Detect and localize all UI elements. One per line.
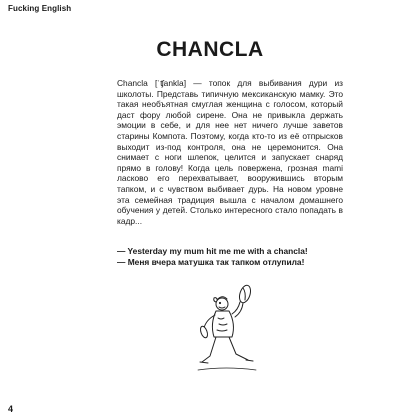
mother-with-slipper-illustration — [196, 282, 260, 374]
dialogue-line-russian: — Меня вчера матушка так тапком отлупила! — [117, 257, 305, 267]
dialogue-line-english: — Yesterday my mum hit me me with a chancla! — [117, 246, 308, 256]
running-head: Fucking English — [8, 4, 72, 13]
page-title: CHANCLA — [156, 38, 264, 61]
page-number: 4 — [8, 404, 14, 414]
dialogue-block — [117, 246, 357, 268]
body-paragraph: Chancla [ˈʧankla] — топок для выбивания дури из школоты. Представь типичную мексиканскую мамку. Это такая необъятная смуглая женщина с голосом, который даст фору любой сирене. Она не привыкла держать эмоции в себе, и для нее нет ничего лучше заветов старины Компота. Поэтому, когда кто-то из её отпрысков выходит из-под контроля, она не церемонится. Она снимает с ноги шлепок, целится и запускает снаряд прямо в голову! Когда цель повержена, грозная mami ласково его перехватывает, вооружившись вторым тапком, и с чувством выбивает дурь. На новом уровне эта семейная традиция вышла с началом домашнего обучения у детей. Столько интересного стало попадать в кадр... — [117, 78, 343, 226]
